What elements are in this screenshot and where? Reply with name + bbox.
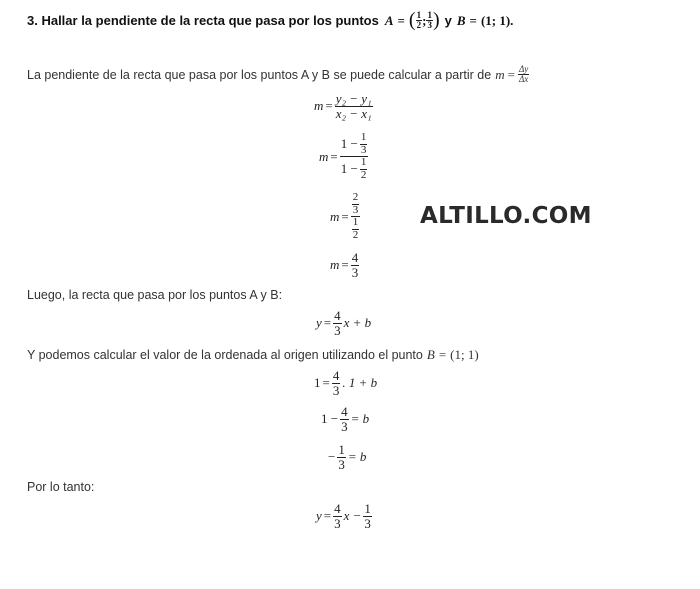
- intro-paragraph: La pendiente de la recta que pasa por los puntos A y B se puede calcular a partir de m = $\frac{\Delta y}{\Delta x}$: [27, 64, 529, 85]
- problem-title: 3. Hallar la pendiente de la recta que pasa por los puntos A = ( $\frac{1}{2}$ ; $\frac{1}{3}$ ) y B = (1; 1).: [27, 9, 514, 31]
- final-equation: y = $\frac{4}{3}$ x − $\frac{1}{3}$: [316, 501, 371, 531]
- point-a-y: $\frac{1}{3}$: [427, 9, 432, 30]
- line-equation: y = $\frac{4}{3}$ x + b: [316, 308, 372, 338]
- point-a-label: A: [384, 12, 394, 28]
- intercept-paragraph: Y podemos calcular el valor de la ordenada al origen utilizando el punto B = (1; 1): [27, 347, 479, 362]
- intercept-text: Y podemos calcular el valor de la ordenada al origen utilizando el punto: [27, 348, 423, 362]
- conclusion-text: Por lo tanto:: [27, 480, 95, 494]
- point-b-label: B: [456, 12, 466, 28]
- intro-text: La pendiente de la recta que pasa por los puntos A y B se puede calcular a partir de: [27, 67, 492, 82]
- point-a-x: $\frac{1}{2}$: [416, 9, 422, 30]
- slope-substitution: m = 1 − $\frac{1}{3}$ 1 − $\frac{1}{2}$: [319, 131, 367, 181]
- title-conjunction: y: [444, 13, 452, 28]
- slope-formula: m = $\frac{\text{y₂ − y₁}}{\text{x₂ − x₁}}$: [314, 91, 372, 121]
- slope-simplified: m = $\frac{\frac{2}{3}}{\frac{1}{2}}$: [330, 191, 359, 241]
- intercept-step-3: − $\frac{1}{3}$ = b: [328, 442, 367, 472]
- slope-result: m = $\frac{4}{3}$: [330, 250, 359, 280]
- intercept-step-1: 1 = $\frac{4}{3}$ . 1 + b: [314, 368, 378, 398]
- watermark-logo: ALTILLO.COM: [420, 203, 592, 229]
- intercept-step-2: 1 − $\frac{4}{3}$ = b: [321, 404, 370, 434]
- title-text: 3. Hallar la pendiente de la recta que pasa por los puntos: [27, 13, 379, 28]
- delta-fraction: $\frac{\Delta y}{\Delta x}$: [518, 64, 529, 85]
- line-intro-text: Luego, la recta que pasa por los puntos A y B:: [27, 288, 283, 302]
- point-b-value: (1; 1).: [480, 12, 514, 28]
